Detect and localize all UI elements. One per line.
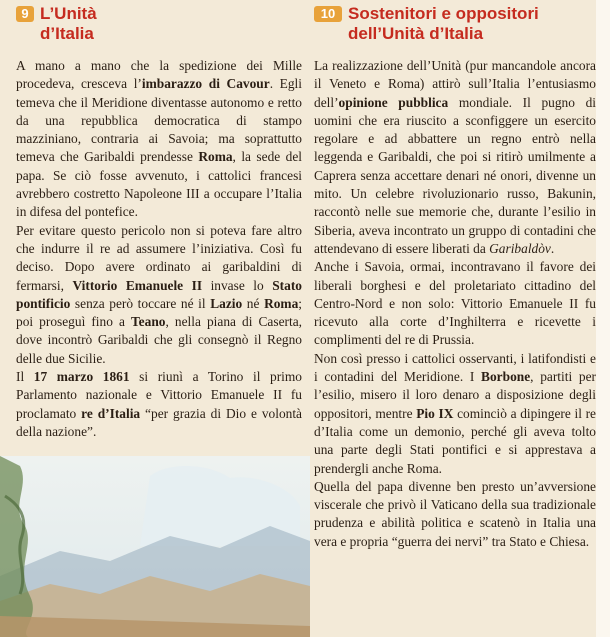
section-title [348, 4, 539, 44]
italic-text: Garibaldòv [489, 240, 551, 256]
text-run: cominciò a dipingere il re d’Italia come un demonio, perché gli aveva tolto una parte degli Stati pontifici e si apprestava a prendergli anche Roma. [314, 405, 597, 476]
section-body [16, 57, 302, 441]
text-run: A mano a mano che la spedizione dei Mille procedeva, cresceva l’ [16, 58, 302, 92]
text-run: , la sede del papa. Se ciò fosse avvenuto, i cattolici francesi avrebbero costretto Napoleone III a occupare l’Italia in difesa del pontefice. [16, 149, 302, 220]
section-10 [314, 0, 597, 549]
section-number-badge: 10 [314, 6, 342, 22]
text-run: , nella piana di Caserta, dove incontrò Garibaldi che gli consegnò il Regno delle due Sicilie. [16, 314, 302, 366]
section-title-line: d’Italia [40, 24, 94, 43]
paragraph [16, 368, 302, 441]
bold-text: imbarazzo di Cavour [141, 76, 270, 92]
text-run: mondiale. Il pugno di uomini che era riuscito a sconfiggere un esercito regolare e ad abbattere un regno entrò nella leggenda e Garibaldi, che poi si ritirò umilmente a Caprera senza accettare denari né onori, divenne un mito. Un celebre rivoluzionario russo, Bakunin, raccontò nelle sue memorie che, durante l’esilio in Siberia, aveva incontrato un gruppo di contadini che attendevano di essere liberati da [314, 94, 597, 256]
text-run: Anche i Savoia, ormai, incontravano il favore dei liberali borghesi e del proletariato cittadino del Centro-Nord e non solo: Vittorio Emanuele II fu ricevuto alla corte d’Inghilterra e ricevette i complimenti del re di Prussia. [314, 259, 596, 348]
text-run: si riunì a Torino il primo Parlamento nazionale e Vittorio Emanuele II fu proclamato [16, 369, 302, 421]
bold-text: Borbone [481, 369, 531, 385]
paragraph [16, 57, 302, 222]
text-run: Quella del papa divenne ben presto un’avversione viscerale che privò il Vaticano della sua tradizionale prudenza e abilità politica e scatenò in Italia una vera e propria “guerra dei nervi” tra Stato e Chiesa. [314, 478, 596, 549]
text-run: invase lo [202, 277, 273, 293]
bold-text: Vittorio Emanuele II [72, 277, 203, 293]
bold-text: opinione pubblica [338, 94, 449, 110]
bold-text: Roma [264, 295, 299, 311]
bold-text: 17 marzo 1861 [33, 369, 130, 385]
section-body [314, 57, 596, 551]
text-run: “per grazia di Dio e volontà della nazione”. [16, 405, 302, 439]
text-run: ; poi proseguì fino a [16, 295, 303, 330]
bold-text: Teano [130, 314, 166, 330]
paragraph [314, 57, 596, 258]
page-margin [596, 0, 610, 637]
section-title-line: L’Unità [40, 4, 97, 23]
section-number-badge: 9 [16, 6, 34, 22]
text-run: senza però toccare né il [70, 295, 211, 311]
section-title [40, 4, 97, 44]
text-run: né [242, 295, 265, 311]
bold-text: Stato pontificio [16, 277, 302, 311]
text-run: . Egli temeva che il Meridione diventasse autonomo e retto da una repubblica democratica di stampo mazziniano, contraria ai Savoia; ma soprattutto temeva che Garibaldi prendesse [16, 76, 302, 165]
landscape-painting [0, 456, 310, 637]
section-header [16, 0, 302, 52]
text-run: Per evitare questo pericolo non si poteva fare altro che indurre il re ad assumere l’iniziativa. Così fu deciso. Dopo avere ordinato ai garibaldini di fermarsi, [16, 222, 302, 293]
bold-text: Roma [198, 149, 233, 165]
paragraph [314, 350, 596, 478]
paragraph [314, 478, 596, 551]
section-header [314, 0, 596, 52]
bold-text: Pio IX [416, 405, 454, 421]
section-title-line: Sostenitori e oppositori [348, 4, 539, 23]
section-9 [16, 0, 303, 439]
text-run: Non così presso i cattolici osservanti, i latifondisti e i contadini del Meridione. I [314, 350, 596, 385]
bold-text: Lazio [210, 295, 243, 311]
text-run: Il [16, 369, 34, 385]
paragraph [314, 258, 596, 349]
text-run: , partiti per l’esilio, misero il loro denaro a disposizione degli oppositori, mentre [314, 369, 596, 421]
bold-text: re d’Italia [81, 405, 141, 421]
text-run: La realizzazione dell’Unità (pur mancandole ancora il Veneto e Roma) attirò sull’Italia l’entusiasmo dell’ [314, 58, 596, 110]
section-title-line: dell’Unità d’Italia [348, 24, 484, 43]
paragraph [16, 222, 302, 368]
text-run: . [550, 240, 555, 256]
